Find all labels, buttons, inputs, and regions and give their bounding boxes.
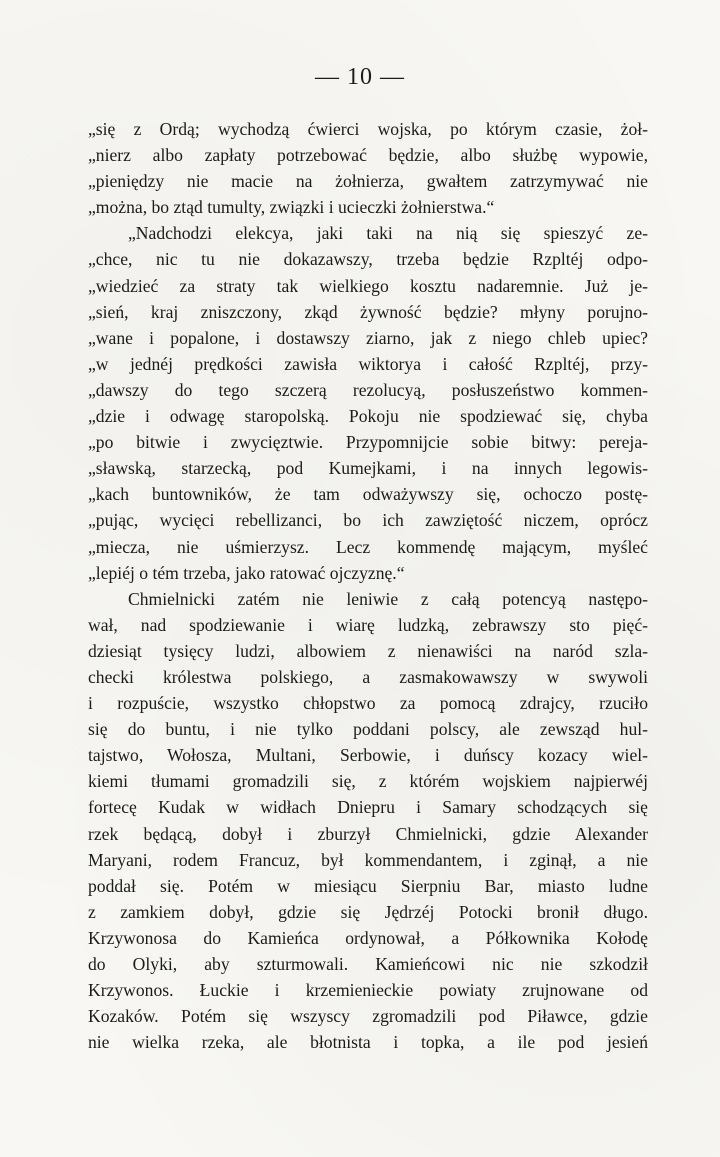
text-line: „chce, nic tu nie dokazawszy, trzeba będzie Rzpltéj odpo- (88, 249, 648, 270)
page-number: — 10 — (315, 64, 405, 90)
text-line: „lepiéj o tém trzeba, jako ratować ojczyznę.“ (88, 562, 405, 583)
text-line: się do buntu, i nie tylko poddani polscy, ale zewsząd hul- (88, 719, 648, 740)
text-line: „pując, wycięci rebellizanci, bo ich zawziętość niczem, oprócz (88, 510, 648, 531)
text-line: „wiedzieć za straty tak wielkiego kosztu nadaremnie. Już je- (88, 275, 648, 296)
text-line: „wane i popalone, i dostawszy ziarno, jak z niego chleb upiec? (88, 327, 648, 348)
text-line: checki królestwa polskiego, a zasmakowawszy w swywoli (88, 666, 648, 687)
text-line: „miecza, nie uśmierzysz. Lecz kommendę mającym, myśleć (88, 536, 648, 557)
text-line: do Olyki, aby szturmowali. Kamieńcowi nic nie szkodził (88, 954, 648, 974)
text-line: „w jednéj prędkości zawisła wiktorya i całość Rzpltéj, przy- (88, 353, 648, 374)
text-line: Chmielnicki zatém nie leniwie z całą potencyą następo- (128, 588, 648, 609)
text-line: „sławską, starzecką, pod Kumejkami, i na innych legowis- (88, 458, 648, 479)
text-line: i rozpuście, wszystko chłopstwo za pomocą zdrajcy, rzuciło (88, 693, 648, 714)
text-line: Maryani, rodem Francuz, był kommendantem, i zginął, a nie (88, 849, 648, 870)
text-line: wał, nad spodziewanie i wiarę ludzką, zebrawszy sto pięć- (88, 614, 648, 635)
text-line: tajstwo, Wołosza, Multani, Serbowie, i duńscy kozacy wiel- (88, 745, 648, 766)
text-line: nie wielka rzeka, ale błotnista i topka, a ile pod jesień (88, 1032, 648, 1053)
text-line: Kozaków. Potém się wszyscy zgromadzili pod Piławce, gdzie (88, 1006, 648, 1027)
text-line: „po bitwie i zwycięztwie. Przypomnijcie sobie bitwy: pereja- (88, 432, 648, 453)
text-line: „można, bo ztąd tumulty, związki i ucieczki żołnierstwa.“ (88, 197, 495, 218)
text-line: Krzywonosa do Kamieńca ordynował, a Półkownika Kołodę (88, 927, 648, 948)
text-line: „Nadchodzi elekcya, jaki taki na nią się spieszyć ze- (128, 223, 648, 244)
text-line: fortecę Kudak w widłach Dniepru i Samary schodzących się (88, 797, 648, 818)
body-text (88, 116, 648, 1055)
text-line: „pieniędzy nie macie na żołnierza, gwałtem zatrzymywać nie (88, 171, 648, 192)
text-line: rzek będącą, dobył i zburzył Chmielnicki, gdzie Alexander (88, 823, 648, 844)
text-line: dziesiąt tysięcy ludzi, albowiem z nienawiści na naród szla- (88, 640, 648, 661)
text-line: „dawszy do tego szczerą rezolucyą, posłuszeństwo kommen- (88, 379, 648, 400)
text-line: „się z Ordą; wychodzą ćwierci wojska, po którym czasie, żoł- (88, 119, 648, 139)
text-line: „nierz albo zapłaty potrzebować będzie, albo służbę wypowie, (88, 145, 648, 166)
text-line: kiemi tłumami gromadzili się, z którém wojskiem najpierwéj (88, 771, 648, 792)
text-line: „kach buntowników, że tam odważywszy się, ochoczo postę- (88, 484, 648, 505)
text-line: poddał się. Potém w miesiącu Sierpniu Bar, miasto ludne (88, 875, 648, 896)
text-line: „dzie i odwagę staropolską. Pokoju nie spodziewać się, chyba (88, 406, 648, 427)
text-line: „sień, kraj zniszczony, zkąd żywność będzie? młyny porujno- (88, 301, 648, 322)
text-line: Krzywonos. Łuckie i krzemienieckie powiaty zrujnowane od (88, 980, 648, 1001)
text-line: z zamkiem dobył, gdzie się Jędrzéj Potocki bronił długo. (88, 901, 648, 922)
